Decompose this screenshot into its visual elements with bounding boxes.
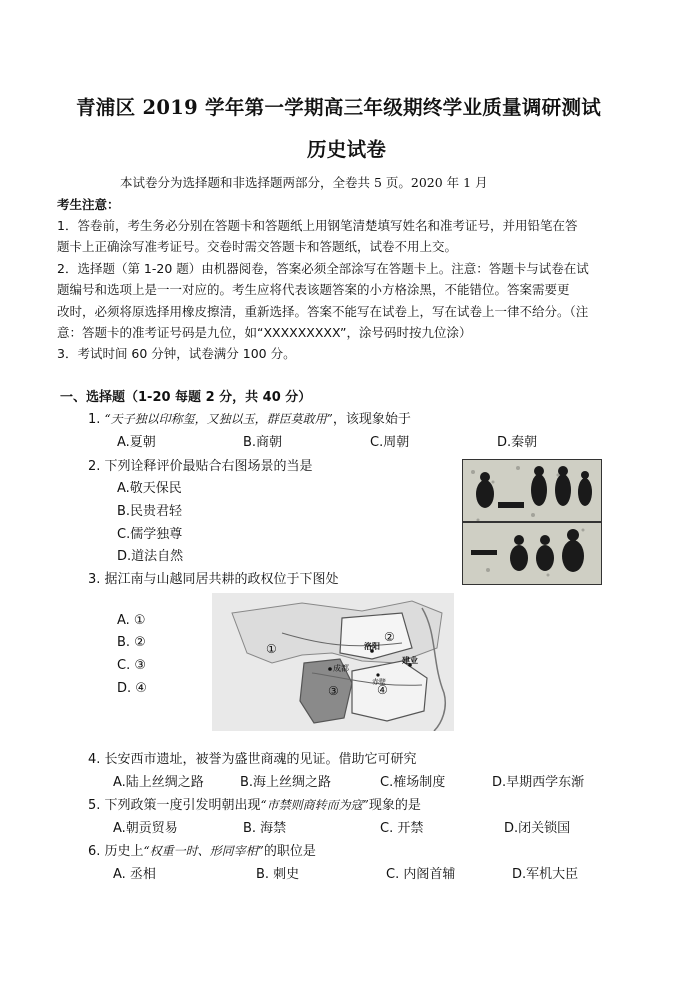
question-6-option-c: C. 内阁首辅 <box>386 867 456 882</box>
question-number: 1. <box>88 412 101 427</box>
notice-heading: 考生注意： <box>57 197 120 212</box>
map-label-2: ② <box>384 630 395 644</box>
question-quote: “权重一时、形同宰相” <box>143 844 264 858</box>
map-label-chengdu: 成都 <box>333 664 349 673</box>
question-6-option-b: B. 刺史 <box>256 867 300 882</box>
question-4-option-a: A.陆上丝绸之路 <box>113 775 204 790</box>
question-1-option-c: C.周朝 <box>370 435 410 450</box>
question-1-option-d: D.秦朝 <box>497 435 538 450</box>
question-5-option-a: A.朝贡贸易 <box>113 821 178 836</box>
map-label-3: ③ <box>328 684 339 698</box>
stone-relief-image <box>462 459 602 585</box>
notice-line: 1．答卷前，考生务必分别在答题卡和答题纸上用钢笔清楚填写姓名和准考证号，并用铅笔在答 <box>57 218 578 233</box>
question-3-option-c: C. ③ <box>117 658 146 673</box>
question-4-option-b: B.海上丝绸之路 <box>240 775 332 790</box>
question-6-option-d: D.军机大臣 <box>512 867 579 882</box>
question-2-option-d: D.道法自然 <box>117 549 184 564</box>
question-3-option-b: B. ② <box>117 635 146 650</box>
question-4-option-c: C.榷场制度 <box>380 775 446 790</box>
exam-subtitle: 历史试卷 <box>307 138 387 161</box>
question-quote: “天子独以印称玺，又独以玉，群臣莫敢用” <box>104 412 333 426</box>
question-5-option-b: B. 海禁 <box>243 821 287 836</box>
question-5-stem <box>88 794 421 813</box>
question-stem-tail: 的职位是 <box>263 844 316 859</box>
question-1-option-b: B.商朝 <box>243 435 283 450</box>
exam-info: 本试卷分为选择题和非选择题两部分，全卷共 5 页。2020 年 1 月 <box>120 175 488 190</box>
section-heading: 一、选择题（1-20 每题 2 分，共 40 分） <box>60 390 312 405</box>
question-2-option-c: C.儒学独尊 <box>117 527 183 542</box>
notice-line: 题卡上正确涂写准考证号。交卷时需交答题卡和答题纸，试卷不用上交。 <box>57 239 458 254</box>
map-label-1: ① <box>266 642 277 656</box>
question-1-stem <box>88 408 411 427</box>
map-label-chibi: 赤壁 <box>372 678 386 686</box>
question-3-option-a: A. ① <box>117 613 146 628</box>
three-kingdoms-map <box>212 593 454 731</box>
question-stem-tail: ，该现象始于 <box>332 412 411 427</box>
question-4-stem: 4. 长安西市遗址，被誉为盛世商魂的见证。借助它可研究 <box>88 752 417 767</box>
notice-line: 3．考试时间 60 分钟，试卷满分 100 分。 <box>57 346 296 361</box>
notice-line: 题编号和选项上是一一对应的。考生应将代表该题答案的小方格涂黑，不能错位。答案需要更 <box>57 282 570 297</box>
notice-line: 改时，必须将原选择用橡皮擦清，重新选择。答案不能写在试卷上，写在试卷上一律不给分。（注 <box>57 304 589 319</box>
question-2-option-a: A.敬天保民 <box>117 481 182 496</box>
question-3-stem: 3. 据江南与山越同居共耕的政权位于下图处 <box>88 572 339 587</box>
question-3-option-d: D. ④ <box>117 681 147 696</box>
map-label-4: ④ <box>377 683 388 697</box>
question-2-stem: 2. 下列诠释评价最贴合右图场景的当是 <box>88 459 313 474</box>
question-stem-head: 5. 下列政策一度引发明朝出现 <box>88 798 261 813</box>
question-1-option-a: A.夏朝 <box>117 435 156 450</box>
question-5-option-c: C. 开禁 <box>380 821 424 836</box>
question-6-option-a: A. 丞相 <box>113 867 156 882</box>
question-6-stem <box>88 840 316 859</box>
question-quote: “市禁则商转而为寇” <box>260 798 369 812</box>
question-stem-tail: 现象的是 <box>368 798 421 813</box>
question-5-option-d: D.闭关锁国 <box>504 821 571 836</box>
exam-title: 青浦区 2019 学年第一学期高三年级期终学业质量调研测试 <box>76 96 602 119</box>
question-4-option-d: D.早期西学东渐 <box>492 775 585 790</box>
stone-relief-illustration <box>463 460 601 584</box>
map-label-luoyang: 洛阳 <box>364 642 380 651</box>
map-label-jianye: 建业 <box>402 656 418 665</box>
question-stem-head: 6. 历史上 <box>88 844 144 859</box>
question-2-option-b: B.民贵君轻 <box>117 504 183 519</box>
notice-line: 意：答题卡的准考证号码是九位，如“XXXXXXXXX”，涂号码时按九位涂） <box>57 325 472 340</box>
notice-line: 2．选择题（第 1-20 题）由机器阅卷，答案必须全部涂写在答题卡上。注意：答题卡与试卷在试 <box>57 261 589 276</box>
